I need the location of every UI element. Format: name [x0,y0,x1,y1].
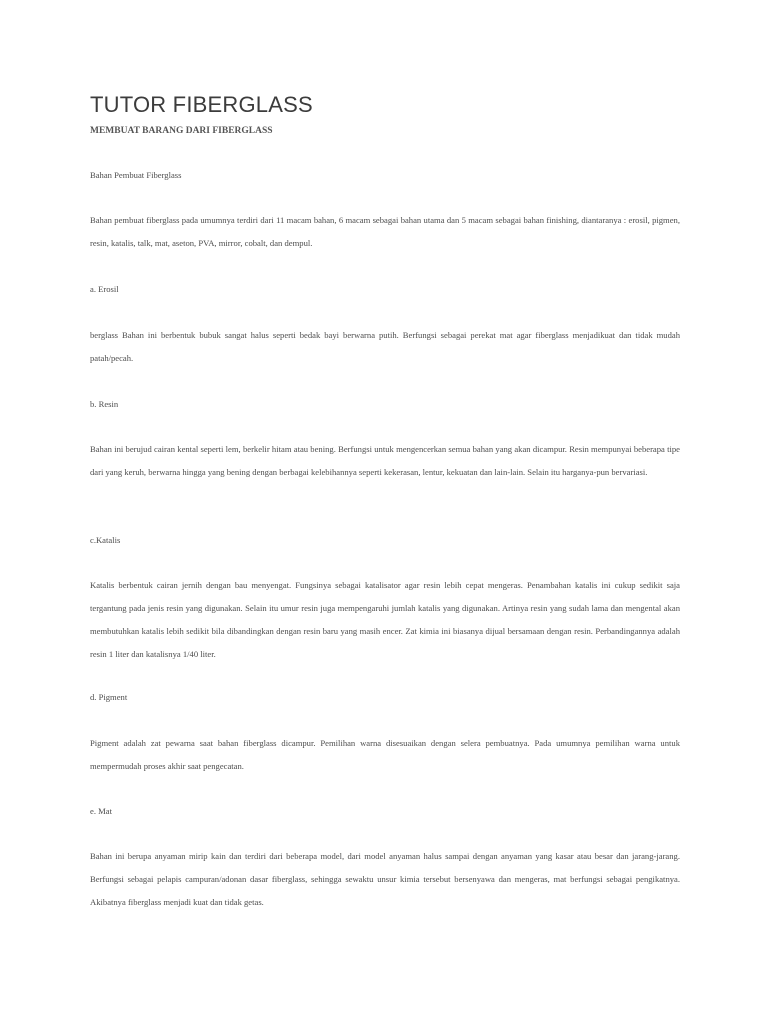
section-text-mat: Bahan ini berupa anyaman mirip kain dan terdiri dari beberapa model, dari model anyaman halus sampai dengan anyaman yang kasar atau besar dan jarang-jarang. Berfungsi sebagai pelapis campuran/adonan dasar fiberglass, sehingga sewaktu unsur kimia tersebut bersenyawa dan mengeras, mat berfungsi sebagai pengikatnya. Akibatnya fiberglass menjadi kuat dan tidak getas. [90,851,680,907]
page-title: TUTOR FIBERGLASS [90,92,313,117]
section-heading-mat: e. Mat [90,806,112,816]
section-text-resin: Bahan ini berujud cairan kental seperti lem, berkelir hitam atau bening. Berfungsi untuk mengencerkan semua bahan yang akan dicampur. Resin mempunyai beberapa tipe dari yang keruh, berwarna hingga yang bening dengan berbagai kelebihannya seperti kekerasan, lentur, kekuatan dan lain-lain. Selain itu harganya-pun bervariasi. [90,444,680,477]
section-heading-resin: b. Resin [90,399,119,409]
page-subtitle: MEMBUAT BARANG DARI FIBERGLASS [90,126,273,136]
intro-paragraph: Bahan pembuat fiberglass pada umumnya terdiri dari 11 macam bahan, 6 macam sebagai bahan utama dan 5 macam sebagai bahan finishing, diantaranya : erosil, pigmen, resin, katalis, talk, mat, aseton, PVA, mirror, cobalt, dan dempul. [90,215,680,248]
section-heading-katalis: c.Katalis [90,535,121,545]
section-heading-erosil: a. Erosil [90,284,119,294]
section-text-katalis: Katalis berbentuk cairan jernih dengan bau menyengat. Fungsinya sebagai katalisator agar resin lebih cepat mengeras. Penambahan katalis ini cukup sedikit saja tergantung pada jenis resin yang digunakan. Selain itu umur resin juga mempengaruhi jumlah katalis yang digunakan. Artinya resin yang sudah lama dan mengental akan membutuhkan katalis lebih sedikit bila dibandingkan dengan resin baru yang masih encer. Zat kimia ini biasanya dijual bersamaan dengan resin. Perbandingannya adalah resin 1 liter dan katalisnya 1/40 liter. [90,580,680,659]
section-text-erosil: berglass Bahan ini berbentuk bubuk sangat halus seperti bedak bayi berwarna putih. Berfungsi sebagai perekat mat agar fiberglass menjadikuat dan tidak mudah patah/pecah. [90,330,680,363]
section-heading-pigment: d. Pigment [90,692,128,702]
section-text-pigment: Pigment adalah zat pewarna saat bahan fiberglass dicampur. Pemilihan warna disesuaikan dengan selera pembuatnya. Pada umumnya pemilihan warna untuk mempermudah proses akhir saat pengecatan. [90,738,680,771]
intro-heading: Bahan Pembuat Fiberglass [90,170,182,180]
